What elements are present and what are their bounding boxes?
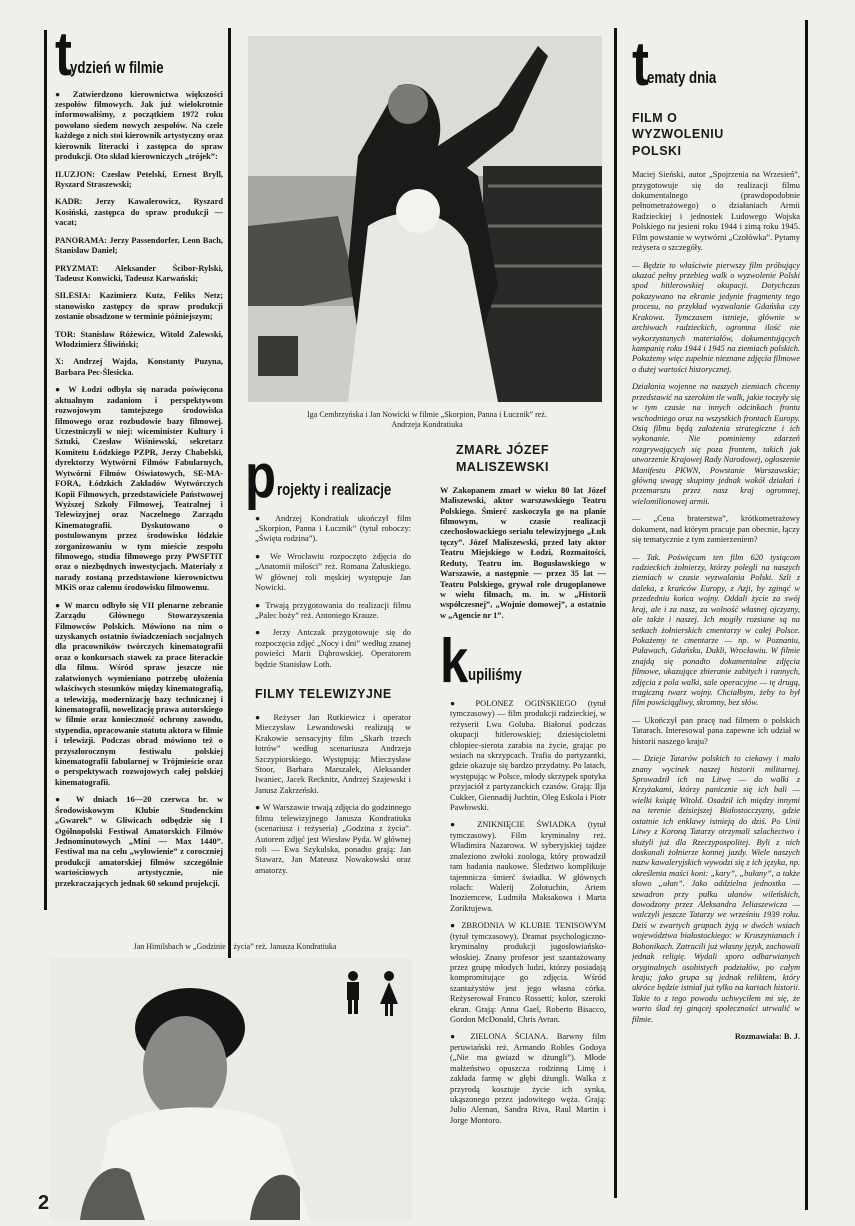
page-number: 2 — [38, 1192, 50, 1214]
purchased-film-item: ● ZIELONA ŚCIANA. Barwny film peruwiański reż. Armando Robles Godoya („Nie ma gwiazd w dżungli”). Młode małżeństwo opuszcza rodzinną Limę i zakłada farmę w głębi dżungli. Walka z przyrodą kosztuje życie ich synka, ukąszonego przez jadowitego węża. Grają: Julio Aleman, Sandra Riva, Raul Martin i Jorge Montoro. — [450, 1032, 606, 1125]
article-intro: Maciej Sieński, autor „Spojrzenia na Wrzesień”, przygotowuje się do realizacji filmu dokumentalnego (prawdopodobnie pełnometrażowego) o działaniach Armii Radzieckiej i jednostek Ludowego Wojska Polskiego na jesieni roku 1944 i zimą roku 1945. Film powstanie w wytwórni „Czołówka”. Pytamy reżysera o szczegóły. — [632, 170, 800, 253]
news-item: ILUZJON: Czesław Petelski, Ernest Bryll, Ryszard Straszewski; — [55, 169, 223, 189]
question-3: — Ukończył pan pracę nad filmem o polskich Tatarach. Interesowal pana zapewne ich udział w historii naszego kraju? — [632, 715, 800, 746]
column-rule — [614, 28, 617, 1198]
answer-block — [632, 553, 800, 709]
col-tydzien-w-filmie — [55, 30, 223, 910]
question-2: — „Cena braterstwa”, krótkometrażowy dokument, nad którym pracuje pan obecnie, łączy się tematycznie z tym zamierzeniem? — [632, 514, 800, 545]
news-item: ● Zatwierdzono kierownictwa większości zespołów filmowych. Jak już wielokrotnie informowaliśmy, z początkiem 1972 roku powołano siedem nowych zespołów. Na czele każdego z nich stoi kierownik artystyczny oraz kierownik literacki i zastępca do spraw produkcji. Oto skład kierowniczych „trójek”: — [55, 89, 223, 162]
purchased-film-item: ● ZNIKNIĘCIE ŚWIADKA (tytuł tymczasowy). Film kryminalny reż. Władimira Nazarowa. W syberyjskiej tajdze znaleziono zwłoki zoologa, który prowadził tam badania naukowe. Śledztwo komplikuje tajemnicza śmierć świadka. W głównych rolach: Walerij Zołotuchin, Artem Inoziemcew, Ludmiła Maksakowa i Marta Zoriktujewa. — [450, 820, 606, 913]
news-item: ● W marcu odbyło się VII plenarne zebranie Zarządu Głównego Stowarzyszenia Filmowców Polskich. Mówiono na nim o uzyskanych ostatnio świadczeniach socjalnych dla pracowników twórczych kinematografii oraz o konkursach stawek za prace literackie dla filmu. Wśród spraw jeszcze nie załatwionych wymieniano potrzebę ułożenia właściwych stosunków między kinematografią, a telewizją, modernizację bazy technicznej i kinematografii, nowelizację prawa autorskiego w filmie oraz konieczność ochrony zawodu, stypendia, opracowanie statutu aktora w filmie i telewizji. Podczas obrad mówiono też o przyszłorocznym festiwalu polskiej kinematografii fabularnej w Trójmieście oraz o perspektywach rozwojowych całej polskiej kinematografii. — [55, 600, 223, 787]
news-item: KADR: Jerzy Kawalerowicz, Ryszard Kosiński, zastępca do spraw produkcji — vacat; — [55, 197, 223, 228]
news-item: PRYZMAT: Aleksander Ścibor-Rylski, Tadeusz Konwicki, Tadeusz Karwański; — [55, 263, 223, 283]
heading-text: upiliśmy — [468, 664, 523, 684]
purchased-film-item: ● ZBRODNIA W KLUBIE TENISOWYM (tytuł tymczasowy). Dramat psychologiczno-kryminalny produkcji jugosłowiańsko-włoskiej. Znany profesor jest szantażowany przez grupę młodych ludzi, którzy posiadają kompromitujące go zdjęcia. Wśród szantażystów jest jego własna córka. Reżyserował Franco Rossetti; kolor, szeroki ekran. Grają: Anna Gael, Roberto Bisacco, Gordon McDonald, Chris Avran. — [450, 921, 606, 1025]
news-item: ● W Łodzi odbyła się narada poświęcona aktualnym zadaniom i perspektywom rozwojowym tamtejszego środowiska filmowego oraz rozbudowie bazy filmowej. Uczestniczyli w niej: wiceminister Kultury i Sztuki, Czesław Wiśniewski, sekretarz Komitetu Łódzkiego PZPR, Jerzy Chabelski, dyrektorzy Wytwórni Filmów Fabularnych, Wytwórni Filmów Oświatowych, SE-MA-FORA, Łódzkich Zakładów Wytwórczych Kopii Filmowych, przedstawiciele Państwowej Wyższej Szkoły Filmowej, Teatralnej i Telewizyjnej oraz Naczelnego Zarządu Kinematografii. Dyskutowano o postulowanym przez środowisko łódzkie zorganizowaniu w tym mieście zespołu filmowego, studia filmowego przy PWSFTiT oraz o niezbędnych inwestycjach. Materiały z narady zostaną przedstawione kierownictwu MKiS oraz całemu środowisku filmowemu. — [55, 385, 223, 593]
section-heading — [245, 452, 411, 511]
answer-3: — Dzieje Tatarów polskich to ciekawy i mało znany wycinek naszej historii militarnej. Sprowadził ich na Litwę — do walki z Krzyżakami, którzy panicznie się ich bali — wielki książę Witold. Osadził ich między innymi na terenie dzisiejszej Białostocczyzny, gdzie ostatnie ich enklawy istnieją do dziś. Po Unii Litwy z Koroną Tatarzy otrzymali szlachectwo i służyli już dla Rzeczypospolitej. Byli z nich doskonali żołnierze konnej jazdy. Wiele naszych nazw kawaleryjskich wywodzi się z ich języka, np. określenia maści koni: „kary”, „bułany”, a także słowo „ułan”. Jako oddzielna jednostka — szwadron przy pułku ułanów wileńskich, dowodzony przez Aleksandra Jeliaszewicza — walczyli jeszcze Tatarzy we wrześniu 1939 roku. Dziś w zwartych grupach żyją w dwóch wsiach województwa białostockiego: w Kruszynianach i Bohonikach. Zatracili już własny język, zachowali jednak religię. Wydali sporo odbarwianych oryginalnych osobistych podziałów, po całym kraju; jako grupa są jednak reliktem, który ukróce będzie istniał już tylko na kartach historii. Takie to z tego powodu uchwyciłem mi się, że warto ślad tej ginącej społeczności utrwalić w filmie. — [632, 754, 800, 1024]
bottom-photo — [50, 958, 412, 1220]
tv-film-item: ● W Warszawie trwają zdjęcia do godzinnego filmu telewizyjnego Janusza Kondratiuka (scenariusz i reżyseria) „Godzina z życia”. Autorem zdjęć jest Wiesław Pyda. W głównej roli — Ewa Szykulska, ponadto grają: Jan Stawarz, Jan Mateusz Nowakowski oraz amatorzy. — [255, 803, 411, 875]
column-rule — [44, 30, 47, 910]
purchased-films-list — [440, 699, 606, 1126]
byline: Rozmawiała: B. J. — [734, 1032, 800, 1042]
answer-2: — Tak. Poświęcam ten film 620 tysiącom radzieckich żołnierzy, którzy polegli na naszych ziemiach w czasie wyzwalania Polski. Szli z daleka, z krańców Europy, z Azji, by zginąć w przededniu końca wojny. Oddali życie za swój kraj, ale i za nasz, za wolność własnej ojczyzny, ale także i naszej. Ich mogiły rozsiane są na setkach żołnierskich cmentarzy w całej Polsce. Pokażemy te cmentarze — np. w Poznaniu, Puławach, Gdańsku, Dukli, Wrocławiu. W filmie znajdą się ponadto dokumentalne zdjęcia filmowe, ukazujące zbieranie zabitych i rannych, zdjęcia z pola walki, sale operacyjne — tę drugą, tragiczną twarz wojny. Chciałbym, żeby to był film powściągliwy, skromny, bez słów. — [632, 552, 800, 708]
top-photo — [248, 36, 602, 402]
news-item: ● W dniach 16—20 czerwca br. w Środowiskowym Klubie Studenckim „Gwarek” w Gliwicach odbędzie się I Ogólnopolski Festiwal Amatorskich Filmów Jednominutowych „Mini — Max 1440”. Festiwal ma na celu „wyłowienie” z coroczniej produkcji amatorskiej filmów szczególnie wartościowych artystycznie, nie przekraczających jednak 60 sekund projekcji. — [55, 795, 223, 888]
project-item: ● Andrzej Kondratiuk ukończył film „Skorpion, Panna i Łucznik” (tytuł roboczy: „Święta rodzina”). — [255, 513, 411, 544]
heading-initial: t — [632, 40, 649, 99]
heading-initial: t — [55, 30, 72, 89]
answer-1: — Będzie to właściwie pierwszy film próbujący ukazać pełny przebieg walk o wyzwolenie Polski spod hitlerowskiej okupacji. Dotychczas pokazywano na ekranie jedynie fragmenty tego procesu, na przykład wyzwalanie Gdańska czy Krakowa. Tymczasem istnieje, głównie w archiwach radzieckich, ogromna ilość nie wykorzystanych materiałów, dokumentujących kampanię roku 1944 i 1945 na ziemiach polskich. Pokażemy więc zupełnie nieznane zdjęcia filmowe o dużej wartości historycznej. — [632, 260, 800, 374]
column-rule — [805, 20, 808, 1210]
obituary-title: ZMARŁ JÓZEF MALISZEWSKI — [456, 443, 549, 474]
answer-block — [632, 754, 800, 1025]
col-tematy-dnia — [632, 40, 800, 1210]
project-item: ● Jerzy Antczak przygotowuje się do rozpoczęcia zdjęć „Nocy i dni” według znanej powieści Marii Dąbrowskiej. Operatorem będzie Stanisław Loth. — [255, 628, 411, 669]
film-still-image — [248, 36, 602, 402]
tv-film-item: ● Reżyser Jan Rutkiewicz i operator Mieczysław Lewandowski realizują w Krakowie sensacyjny film „Skarb trzech łotrów” według scenariusza Andrzeja Szczypiorskiego. Występują: Mieczysław Stoor, Barbara Marszałek, Aleksander Iwaniec, Jacek Recknitz, Andrzej Szajewski i Janusz Zakrzeński. — [255, 712, 411, 795]
news-item: X: Andrzej Wajda, Konstanty Puzyna, Barbara Pec-Ślesicka. — [55, 357, 223, 377]
obituary-text: W Zakopanem zmarł w wieku 80 lat Józef Maliszewski, aktor warszawskiego Teatru Polskiego. Śmierć zaskoczyła go na planie filmowym, w czasie realizacji czechosłowackiego serialu telewizyjnego „Łuk tęczy”. Józef Maliszewski, przed laty aktor Teatru Miejskiego w Łodzi, Rozmaitości, Reduty, Teatru im. Bogusławskiego w Warszawie, a następnie — przez 35 lat — Teatru Polskiego, grywał role drugoplanowe w wielu filmach, m. in. w „Historii współczesnej”, „Wojnie domowej”, a ostatnio w „Agencie nr 1”. — [440, 485, 606, 620]
heading-initial: k — [440, 627, 469, 697]
answer-block — [632, 261, 800, 508]
project-item: ● We Wrocławiu rozpoczęto zdjęcia do „Anatomii miłości” reż. Romana Załuskiego. W głównej roli męskiej występuje Jan Nowicki. — [255, 551, 411, 593]
heading-text: rojekty i realizacje — [276, 479, 392, 499]
news-list — [55, 90, 223, 890]
tv-films-list — [245, 713, 411, 876]
film-still-image — [50, 958, 412, 1220]
col-projekty-i-realizacje — [245, 452, 411, 902]
heading-text: ydzień w filmie — [69, 57, 164, 77]
tv-films-title: FILMY TELEWIZYJNE — [255, 687, 392, 702]
project-item: ● Trwają przygotowania do realizacji filmu „Palec boży” reż. Antoniego Krauze. — [255, 600, 411, 620]
top-photo-caption: Iga Cembrzyńska i Jan Nowicki w filmie „Skorpion, Panna i Łucznik” reż. Andrzeja Kondratiuka — [307, 410, 547, 429]
news-item: PANORAMA: Jerzy Passendorfer, Leon Bach, Stanisław Daniel; — [55, 235, 223, 256]
projects-list — [245, 514, 411, 670]
news-item: TOR: Stanisław Różewicz, Witold Zalewski, Włodzimierz Śliwiński; — [55, 329, 223, 350]
bottom-photo-caption: Jan Himilsbach w „Godzinie z życia” reż. Janusza Kondratiuka — [133, 942, 337, 951]
news-item: SILESIA: Kazimierz Kutz, Feliks Netz; stanowisko zastępcy do spraw produkcji zostanie obsadzone w terminie późniejszym; — [55, 291, 223, 322]
purchased-film-item: ● POLONEZ OGIŃSKIEGO (tytuł tymczasowy) — film produkcji radzieckiej, w reżyserii Lwa Goluba. Białoruś podczas okupacji hitlerowskiej; dziesięcioletni chłopiec-sierota zarabia na życie, grając po wsiach na skrzypcach. Trafia do partyzantki, gdzie okazuje się bardzo przydatny. Po latach, występując w Polsce, młody skrzypek spotyka przyjaciół z partyzanckich czasów. Grają: Ilja Cukker, Giennadij Juchtin, Oleg Eskola i Piotr Pawłowski. — [450, 698, 606, 813]
section-heading — [440, 627, 606, 697]
heading-text: ematy dnia — [646, 67, 716, 87]
article-title: FILM O WYZWOLENIU POLSKI — [632, 110, 724, 159]
heading-initial: p — [245, 452, 277, 511]
col-obituary-and-purchases — [440, 442, 606, 1192]
section-heading — [55, 30, 223, 89]
section-heading — [632, 40, 800, 99]
answer-1-cont: Działania wojenne na naszych ziemiach chcemy przedstawić na szerokim tle walk, jakie toczyły się w tym czasie na innych odcinkach frontu wschodniego oraz na wszystkich frontach Europy. Osią filmu będą założenia strategiczne i ich wykonanie. Nie pominiemy zdarzeń rozgrywających się poza frontem, takich jak utworzenie Krajowej Rady Narodowej, ogłoszenie Manifestu PKWN, Powstanie Warszawskie; główną uwagę skupimy jednak wokół działań i przemarszu przez nasz kraj ogromnej, wielomilionowej armii. — [632, 382, 800, 506]
